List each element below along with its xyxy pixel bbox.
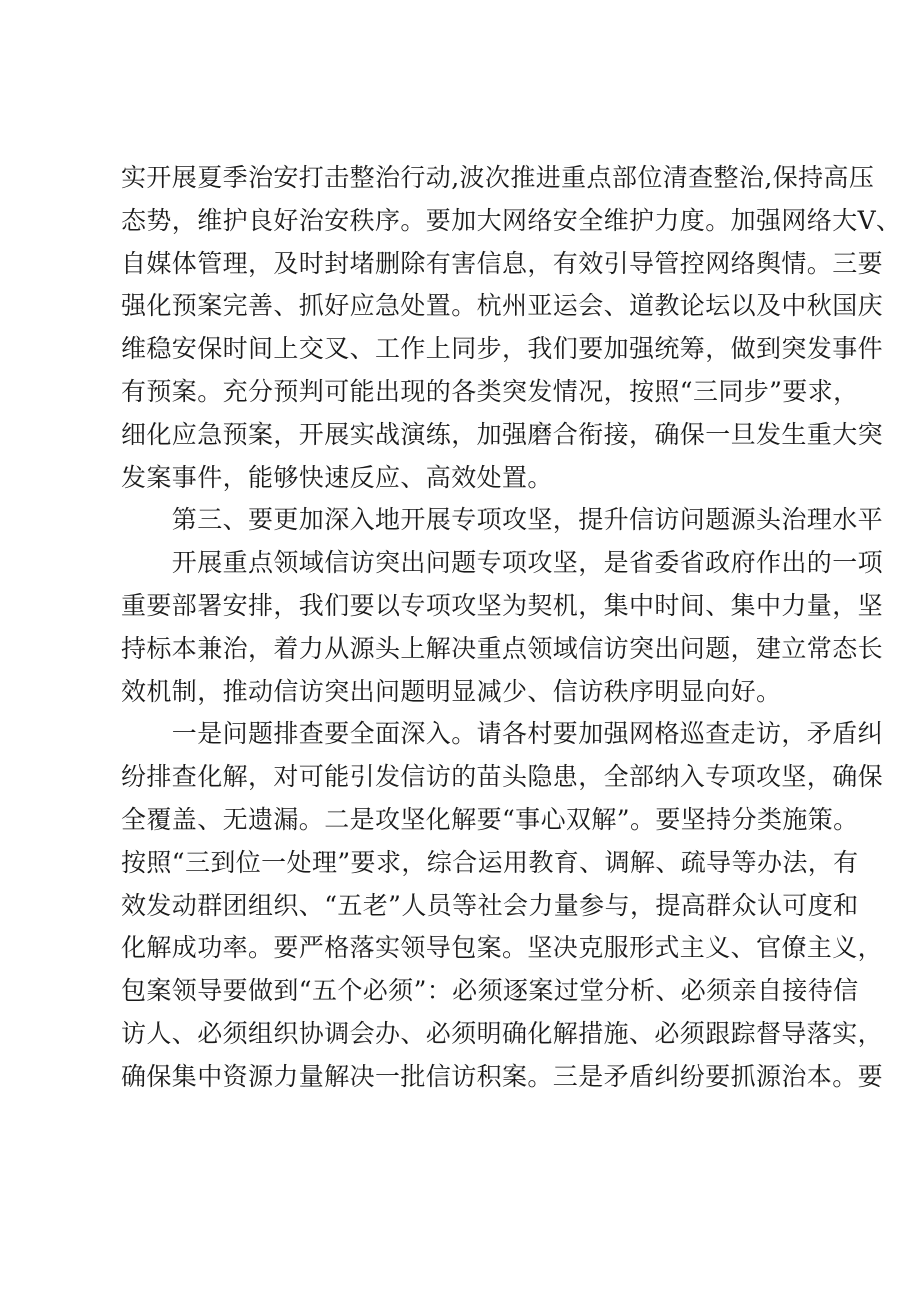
text-line: 一是问题排查要全面深入。请各村要加强网格巡查走访，矛盾纠: [121, 719, 884, 749]
text-line: 包案领导要做到“五个必须”：必须逐案过堂分析、必须亲自接待信: [121, 976, 859, 1006]
text-line: 持标本兼治，着力从源头上解决重点领域信访突出问题，建立常态长: [121, 633, 884, 663]
text-line: 重要部署安排，我们要以专项攻坚为契机，集中时间、集中力量，坚: [121, 590, 884, 620]
text-line: 按照“三到位一处理”要求，综合运用教育、调解、疏导等办法，有: [121, 847, 859, 877]
text-line: 强化预案完善、抓好应急处置。杭州亚运会、道教论坛以及中秋国庆: [121, 291, 884, 321]
text-line: 细化应急预案，开展实战演练，加强磨合衔接，确保一旦发生重大突: [121, 419, 884, 449]
text-line: 访人、必须组织协调会办、必须明确化解措施、必须跟踪督导落实，: [121, 1018, 884, 1048]
text-line: 化解成功率。要严格落实领导包案。坚决克服形式主义、官僚主义，: [121, 933, 884, 963]
text-line: 确保集中资源力量解决一批信访积案。三是矛盾纠纷要抓源治本。要: [121, 1061, 884, 1091]
text-line: 开展重点领域信访突出问题专项攻坚，是省委省政府作出的一项: [121, 548, 884, 578]
document-body: [121, 157, 902, 1099]
text-line: 效机制，推动信访突出问题明显减少、信访秩序明显向好。: [121, 676, 782, 706]
text-line: 纷排查化解，对可能引发信访的苗头隐患，全部纳入专项攻坚，确保: [121, 762, 884, 792]
text-line: 态势，维护良好治安秩序。要加大网络安全维护力度。加强网络大V、: [121, 205, 902, 235]
section-heading: 第三、要更加深入地开展专项攻坚，提升信访问题源头治理水平: [121, 505, 884, 535]
text-line: 实开展夏季治安打击整治行动,波次推进重点部位清查整治,保持高压: [121, 163, 875, 192]
text-line: 自媒体管理，及时封堵删除有害信息，有效引导管控网络舆情。三要: [121, 248, 884, 278]
text-line: 维稳安保时间上交叉、工作上同步，我们要加强统筹，做到突发事件: [121, 334, 884, 364]
text-line: 发案事件，能够快速反应、高效处置。: [121, 462, 553, 492]
text-line: 有预案。充分预判可能出现的各类突发情况，按照“三同步”要求，: [121, 376, 859, 406]
text-line: 效发动群团组织、“五老”人员等社会力量参与，提高群众认可度和: [121, 890, 859, 920]
text-line: 全覆盖、无遗漏。二是攻坚化解要“事心双解”。要坚持分类施策。: [121, 804, 859, 834]
